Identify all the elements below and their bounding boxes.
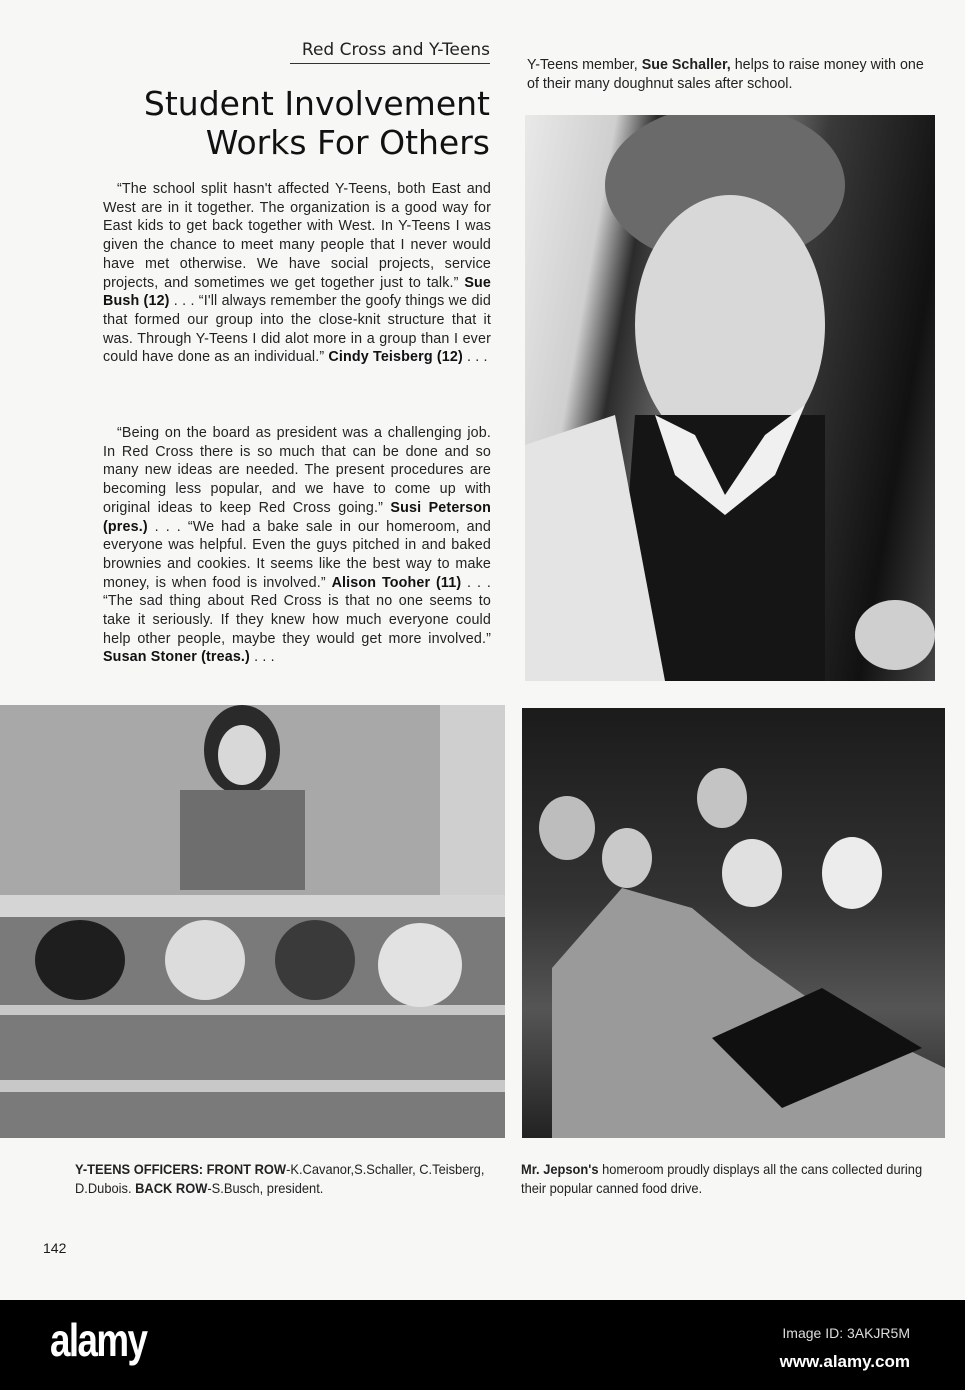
caption-name: Mr. Jepson's — [521, 1161, 599, 1177]
portrait-photo — [525, 115, 935, 681]
caption-text: homeroom proudly displays all the cans collected during their popular canned food drive. — [521, 1161, 923, 1196]
title-line-1: Student Involvement — [143, 84, 490, 123]
speaker-name: Susan Stoner (treas.) — [103, 649, 250, 666]
section-label: Red Cross and Y-Teens — [301, 40, 490, 60]
page-title — [100, 84, 490, 162]
caption-text: -S.Busch, president. — [207, 1180, 324, 1196]
quote-text: “The school split hasn't affected Y-Teens, both East and West are in it together. The organization is a good way for East kids to get back together with West. In Y-Teens I was given the chance to meet many people that I never would have met otherwise. We have social projects, service projects, and sometimes we get together just to talk.” — [103, 181, 491, 291]
speaker-name: Alison Tooher (11) — [331, 574, 462, 591]
canned-food-caption — [521, 1160, 930, 1198]
caption-name: Sue Schaller, — [641, 57, 731, 73]
quote-text: “Being on the board as president was a challenging job. In Red Cross there is so much that can be done and so many new ideas are needed. The present procedures are becoming less popular, and we have to come up with original ideas to keep Red Cross going.” — [103, 425, 491, 516]
quote-text: . . . — [249, 649, 275, 666]
portrait-caption — [527, 56, 935, 93]
speaker-name: Cindy Teisberg (12) — [328, 349, 463, 366]
quote-text: . . . “I'll always remember the goofy things we did that formed our group into the close-knit structure that it was. Through Y-Teens I did alot more in a group than I ever could have done as an individual.” — [103, 293, 491, 366]
caption-label: BACK ROW — [135, 1180, 208, 1196]
article-paragraph-1 — [103, 180, 491, 367]
section-rule — [290, 63, 490, 64]
officers-caption — [75, 1160, 489, 1198]
canned-food-photo-art — [522, 708, 945, 1138]
canned-food-photo — [522, 708, 945, 1138]
portrait-photo-art — [525, 115, 935, 681]
image-id: Image ID: 3AKJR5M — [782, 1325, 910, 1341]
officers-photo-art — [0, 705, 505, 1138]
quote-text: . . . “We had a bake sale in our homeroom, and everyone was helpful. Even the guys pitched in and baked brownies and cookies. It seems like the best way to make money, is when food is involved.” — [103, 518, 491, 591]
caption-text: -K.Cavanor,S.Schaller, C.Teisberg, D.Dubois. — [75, 1161, 485, 1196]
quote-text: . . . “The sad thing about Red Cross is that no one seems to take it seriously. If they knew how much everyone could help other people, maybe they would get more involved.” — [103, 574, 491, 647]
caption-label: Y-TEENS OFFICERS: FRONT ROW — [75, 1161, 287, 1177]
officers-photo — [0, 705, 505, 1138]
speaker-name: Susi Peterson (pres.) — [103, 499, 492, 535]
article-paragraph-2 — [103, 424, 491, 667]
caption-text: helps to raise money with one of their many doughnut sales after school. — [527, 57, 924, 92]
alamy-logo: alamy — [50, 1314, 147, 1366]
page-number: 142 — [43, 1240, 67, 1256]
caption-text: Y-Teens member, — [527, 57, 642, 73]
quote-text: . . . — [462, 349, 488, 366]
site-link[interactable]: www.alamy.com — [779, 1352, 910, 1371]
speaker-name: Sue Bush (12) — [103, 274, 491, 310]
title-line-2: Works For Others — [205, 123, 490, 162]
